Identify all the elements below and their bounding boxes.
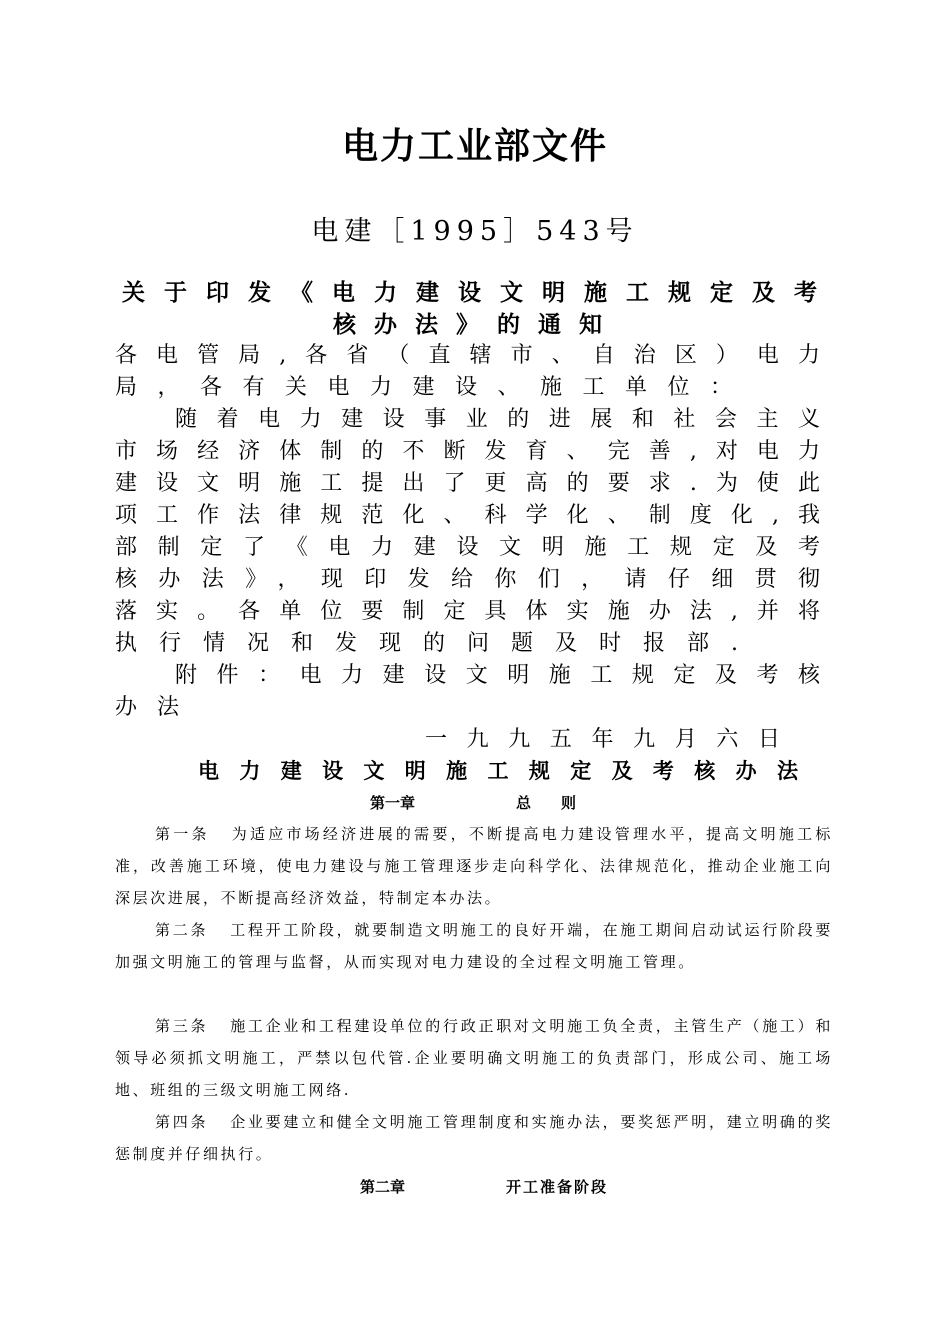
article-4-number: 第四条 — [155, 1113, 209, 1131]
body-line-7: 落实。各单位要制定具体实施办法,并将 — [115, 599, 820, 624]
rules-title: 电力建设文明施工规定及考核办法 — [198, 759, 798, 783]
article-2-text: 工程开工阶段，就要制造文明施工的良好开端，在施工期间启动试运行阶段要加强文明施工的管理与监督，从而实现对电力建设的全过程文明施工管理。 — [115, 921, 833, 971]
addressee-line-1: 各电管局,各省（直辖市、自治区）电力 — [115, 343, 820, 368]
attachment-line-2: 办法 — [115, 695, 200, 720]
chapter-2-number: 第二章 — [360, 1178, 406, 1196]
article-2 — [115, 914, 833, 978]
article-3-text: 施工企业和工程建设单位的行政正职对文明施工负全责，主管生产（施工）和领导必须抓文明施工，严禁以包代管.企业要明确文明施工的负责部门，形成公司、施工场地、班组的三级文明施工网络. — [115, 1017, 833, 1099]
article-2-number: 第二条 — [155, 921, 209, 939]
document-header-title: 电力工业部文件 — [341, 126, 608, 167]
body-line-3: 建设文明施工提出了更高的要求.为使此 — [115, 471, 820, 496]
notice-date: 一九九五年九月六日 — [425, 727, 780, 752]
article-4 — [115, 1106, 833, 1170]
attachment-line-1: 附件：电力建设文明施工规定及考核 — [175, 663, 820, 688]
body-line-1: 随着电力建设事业的进展和社会主义 — [175, 407, 820, 432]
chapter-1-number: 第一章 — [370, 794, 416, 812]
chapter-2-name: 开工准备阶段 — [506, 1178, 609, 1196]
article-3 — [115, 1010, 833, 1106]
article-1 — [115, 818, 833, 914]
article-1-text: 为适应市场经济进展的需要，不断提高电力建设管理水平，提高文明施工标准，改善施工环境，使电力建设与施工管理逐步走向科学化、法律规范化，推动企业施工向深层次进展，不断提高经济效益，特制定本办法。 — [115, 825, 833, 907]
body-line-8: 执行情况和发现的问题及时报部. — [115, 631, 760, 656]
document-number: 电建［1995］543号 — [311, 216, 639, 247]
chapter-1-name: 总 则 — [516, 794, 577, 812]
body-line-5: 部制定了《电力建设文明施工规定及考 — [115, 535, 820, 560]
article-1-number: 第一条 — [155, 825, 210, 843]
addressee-line-2: 局，各有关电力建设、施工单位： — [115, 375, 753, 400]
body-line-4: 项工作法律规范化、科学化、制度化,我 — [115, 503, 820, 528]
notice-title-line-2: 核办法》的通知 — [333, 312, 620, 338]
body-line-6: 核办法》，现印发给你们，请仔细贯彻 — [115, 567, 820, 592]
notice-title-line-1: 关于印发《电力建设文明施工规定及考 — [122, 280, 817, 306]
body-line-2: 市场经济体制的不断发育、完善,对电力 — [115, 439, 820, 464]
article-3-number: 第三条 — [155, 1017, 209, 1035]
article-4-text: 企业要建立和健全文明施工管理制度和实施办法，要奖惩严明，建立明确的奖惩制度并仔细执行。 — [115, 1113, 833, 1163]
